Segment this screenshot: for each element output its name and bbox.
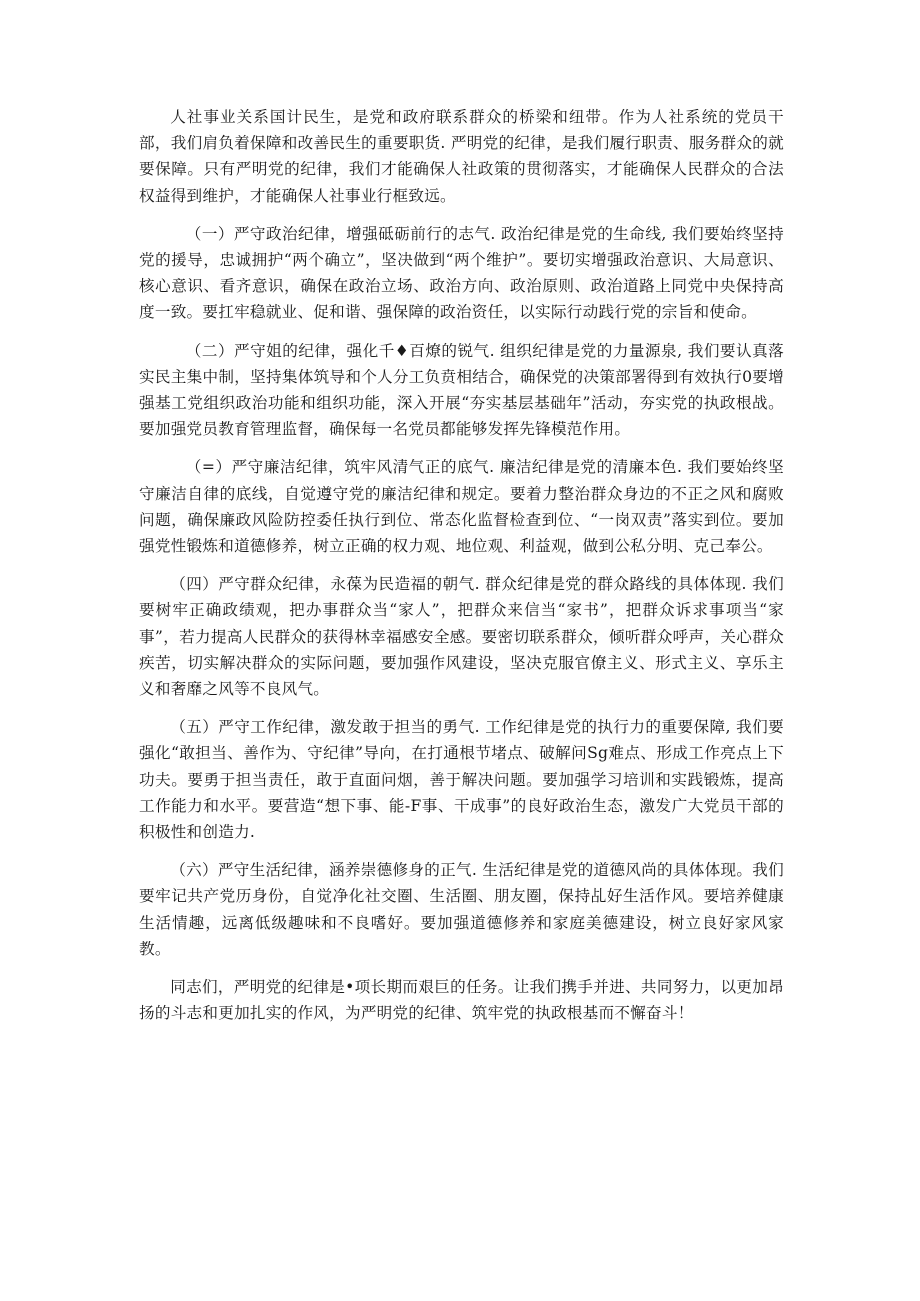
political-discipline-paragraph: （一）严守政治纪律，增强砥砺前行的志气. 政治纪律是党的生命线, 我们要始终坚持党的援导，忠诚拥护“两个确立”，坚决做到“两个维护”。要切实增强政治意识、大局意识、核心意识、看齐意识，确保在政治立场、政治方向、政治原则、政治道路上同党中央保持高度一致。要扛牢稳就业、促和谐、强保障的政治资任，以实际行动践行党的宗旨和使命。 (139, 224, 784, 322)
integrity-discipline-paragraph: （=）严守廉洁纪律，筑牢风清气正的底气. 廉洁纪律是党的清廉本色. 我们要始终坚守廉洁自律的底线，自觉遵守党的廉洁纪律和规定。要着力整治群众身边的不正之风和腐败问题，确保廉政风险防控委任执行到位、常态化监督检查到位、“一岗双责”落实到位。要加强党性锻炼和道德修养，树立正确的权力观、地位观、利益观，做到公私分明、克己奉公。 (139, 458, 784, 556)
life-discipline-paragraph: （六）严守生活纪律，涵养崇德修身的正气. 生活纪律是党的道德风尚的具体体现。我们要牢记共产党历身份，自觉净化社交圈、生活圈、朋友圈，保持乩好生活作风。要培养健康生活情趣，远离低级趣味和不良嗜好。要加强道德修养和家庭美德建设，树立良好家风家教。 (139, 861, 784, 958)
organizational-discipline-paragraph: （二）严守姐的纪律，强化千♦百燎的锐气. 组织纪律是党的力量源泉, 我们要认真落实民主集中制，坚持集体筑导和个人分工负贲相结合，确保党的决策部署得到有效执行0要增强基工党组织政治功能和组织功能，深入开展“夯实基层基础年”活动，夯实党的执政根战。要加强党员教育管理监督，确保每一名党员都能够发挥先锋模范作用。 (139, 341, 784, 439)
intro-paragraph: 人社事业关系国计民生，是党和政府联系群众的桥梁和纽带。作为人社系统的党员干部，我们肩负着保障和改善民生的重要职货. 严明党的纪律，是我们履行职责、服务群众的就要保障。只有严明党的纪律，我们才能确保人社政策的贯彻落实，才能确保人民群众的合法权益得到维护，才能确保人社事业行框致远。 (139, 108, 784, 205)
work-discipline-paragraph: （五）严守工作纪律，激发敢于担当的勇气. 工作纪律是党的执行力的重要保障, 我们要强化“敢担当、善作为、守纪律”导向，在打通根节堵点、破解问Sg难点、形成工作亮点上下功夫。要勇于担当责任，敢于直面问烟，善于解决问题。要加强学习培训和实践锻炼，提高工作能力和水平。要营造“想下事、能-F事、干成事”的良好政治生态，激发广大党员干部的积极性和创造力. (139, 718, 784, 842)
closing-paragraph: 同志们，严明党的纪律是•项长期而艰巨的任务。让我们携手并进、共同努力，以更加昂扬的斗志和更加扎实的作风，为严明党的纪律、筑牢党的执政根基而不懈奋斗！ (139, 978, 784, 1023)
mass-discipline-paragraph: （四）严守群众纪律，永葆为民造福的朝气. 群众纪律是党的群众路线的具体体现. 我们要树牢正确政绩观，把办事群众当“家人”，把群众来信当“家书”，把群众诉求事项当“家事”，若力提高人民群众的获得林幸福感安全感。要密切联系群众，倾听群众呼声，关心群众疾苦，切实解决群众的实际问题，要加强作风建设，坚决克服官僚主义、形式主义、享乐主义和奢靡之风等不良风气。 (139, 575, 784, 699)
document-body (139, 104, 784, 1039)
